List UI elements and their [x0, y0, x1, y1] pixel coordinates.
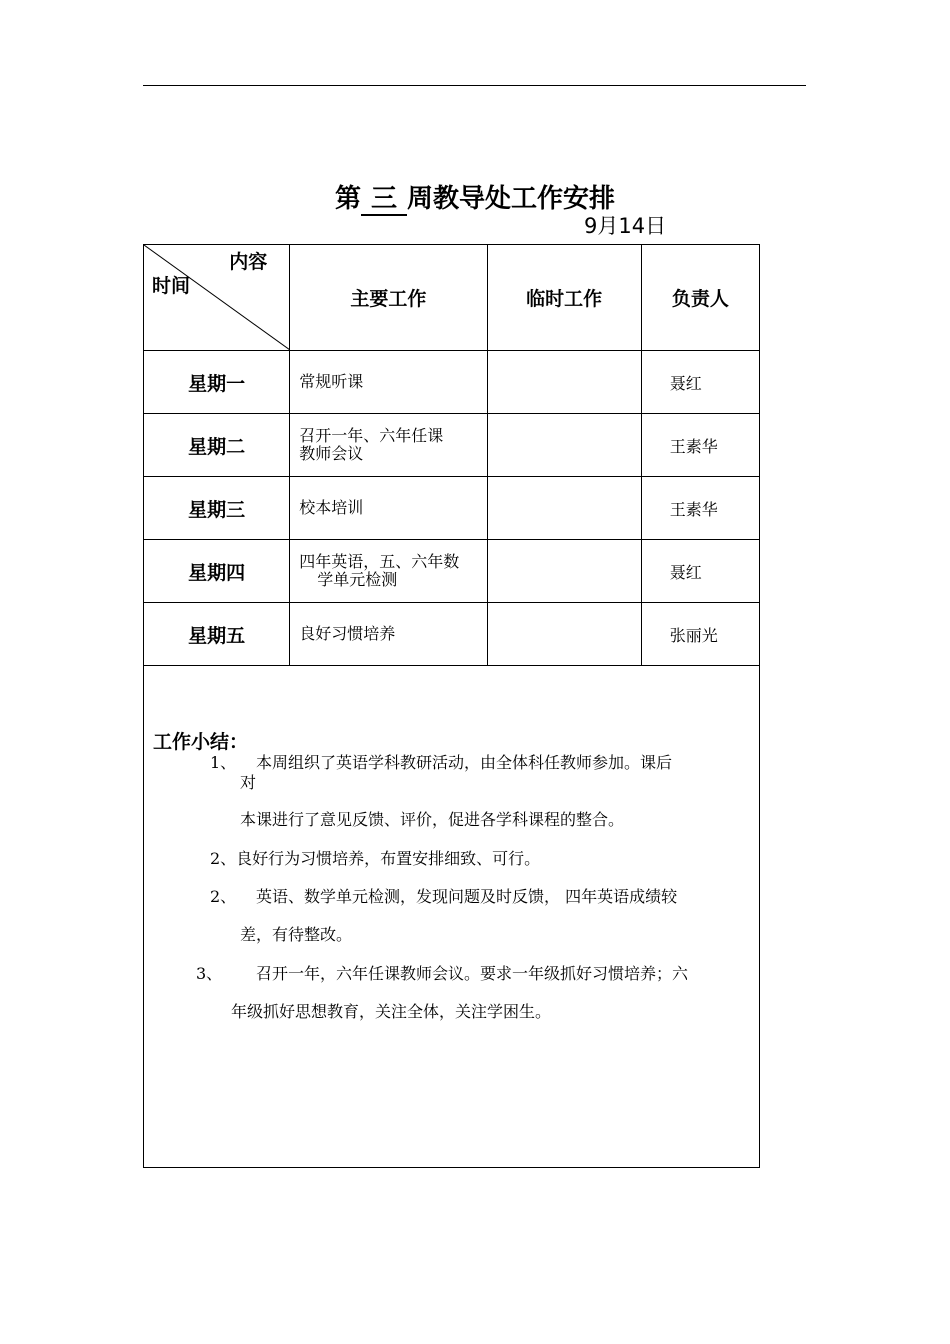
corner-header-cell [144, 245, 290, 351]
main-work-line: 常规听课 [299, 372, 364, 391]
summary-item-text: 本课进行了意见反馈、评价，促进各学科课程的整合。 [240, 810, 625, 829]
corner-label-content: 内容 [229, 251, 268, 273]
day-cell: 星期五 [144, 603, 290, 666]
table-row [144, 414, 760, 477]
work-summary [143, 669, 760, 1172]
responsible-cell: 王素华 [641, 414, 759, 477]
summary-item-text: 2、良好行为习惯培养，布置安排细致、可行。 [210, 849, 541, 868]
table-row [144, 477, 760, 540]
summary-item-text: 召开一年，六年任课教师会议。要求一年级抓好习惯培养；六 [256, 964, 689, 983]
main-work-line: 校本培训 [299, 498, 364, 517]
main-work-cell [290, 603, 487, 666]
main-work-cell [290, 477, 487, 540]
corner-label-time: 时间 [152, 275, 191, 297]
main-work-line: 良好习惯培养 [299, 624, 396, 643]
temp-work-cell [487, 351, 641, 414]
temp-work-cell [487, 477, 641, 540]
day-cell: 星期四 [144, 540, 290, 603]
table-row [144, 351, 760, 414]
summary-item-number: 2、 [210, 887, 237, 906]
main-work-cell [290, 414, 487, 477]
title-suffix: 周教导处工作安排 [407, 184, 616, 214]
title-prefix: 第 [334, 184, 361, 214]
summary-item-text: 英语、数学单元检测，发现问题及时反馈， 四年英语成绩较 [256, 887, 678, 906]
header-rule [143, 85, 806, 86]
summary-item-text: 年级抓好思想教育，关注全体，关注学困生。 [231, 1002, 552, 1021]
main-work-cell [290, 540, 487, 603]
day-cell: 星期一 [144, 351, 290, 414]
date: 9月14日 [584, 214, 667, 238]
summary-item-number: 3、 [196, 964, 223, 983]
page-title [0, 178, 950, 216]
responsible-cell: 张丽光 [641, 603, 759, 666]
day-cell: 星期二 [144, 414, 290, 477]
column-header-main-work: 主要工作 [290, 245, 487, 351]
summary-item-number: 1、 [210, 753, 237, 772]
summary-item-text: 差，有待整改。 [240, 925, 353, 944]
main-work-cell [290, 351, 487, 414]
summary-item-text: 本周组织了英语学科教研活动，由全体科任教师参加。课后 [256, 753, 673, 772]
main-work-line: 学单元检测 [317, 570, 398, 589]
column-header-responsible: 负责人 [641, 245, 759, 351]
table-row [144, 540, 760, 603]
responsible-cell: 王素华 [641, 477, 759, 540]
week-number: 三 [361, 184, 407, 216]
table-header-row [144, 245, 760, 351]
responsible-cell: 聂红 [641, 540, 759, 603]
temp-work-cell [487, 603, 641, 666]
responsible-cell: 聂红 [641, 351, 759, 414]
main-work-line: 四年英语，五、六年数 [299, 552, 460, 571]
table-row [144, 603, 760, 666]
temp-work-cell [487, 414, 641, 477]
summary-item-continuation: 对 [240, 773, 257, 792]
day-cell: 星期三 [144, 477, 290, 540]
temp-work-cell [487, 540, 641, 603]
main-work-line: 召开一年、六年任课 [299, 426, 444, 445]
main-work-line: 教师会议 [299, 444, 364, 463]
column-header-temp-work: 临时工作 [487, 245, 641, 351]
summary-title: 工作小结： [153, 731, 249, 753]
